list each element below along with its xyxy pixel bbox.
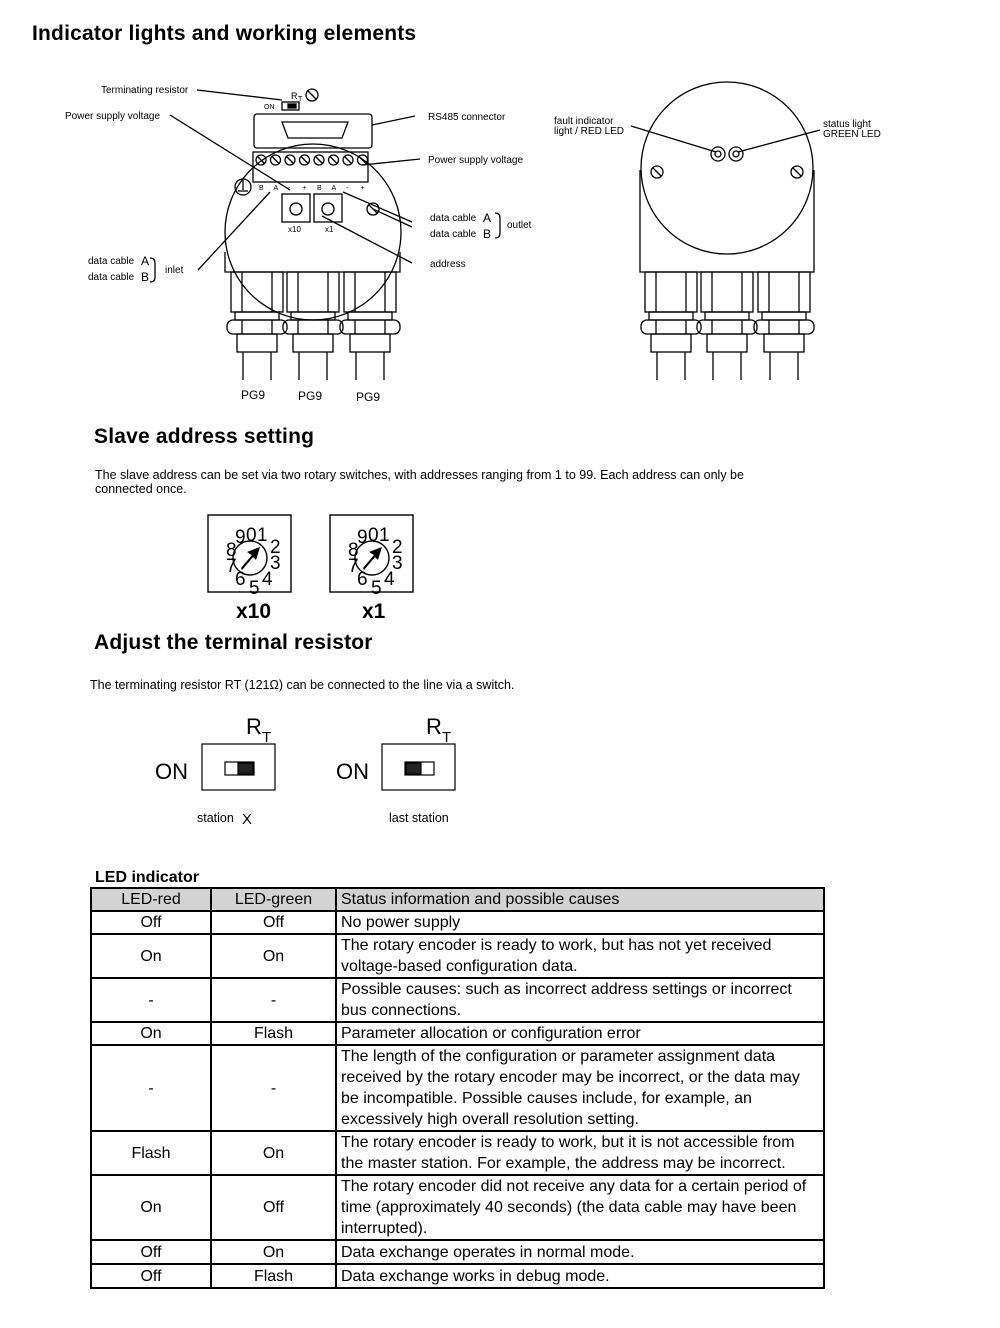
label-x1-small: x1	[325, 225, 334, 234]
pg9-label-1: PG9	[241, 388, 266, 402]
cable-gland-icon	[227, 272, 287, 380]
led-red-cell: On	[91, 934, 211, 978]
rotary-switch-x10	[208, 515, 291, 599]
dial-digit: 9	[357, 527, 368, 548]
slave-heading: Slave address setting	[94, 425, 315, 448]
label-outlet-data-cable-b: data cable	[430, 229, 477, 240]
rotary-switch-x1	[330, 515, 413, 599]
dial-digit: 5	[249, 578, 260, 599]
dial-digit: 0	[246, 525, 257, 546]
arrow-icon	[363, 547, 382, 570]
rt-screw-icon	[306, 89, 318, 101]
led-green-cell: -	[211, 1045, 336, 1131]
status-cell: Parameter allocation or configuration error	[336, 1022, 824, 1045]
label-rt-on: ON	[264, 104, 275, 111]
dial-digit: 1	[379, 525, 390, 546]
cable-gland-icon	[340, 272, 400, 380]
terminal-letter: A	[273, 185, 279, 192]
label-power-supply-left: Power supply voltage	[65, 111, 161, 122]
dial-digit: 7	[348, 556, 359, 577]
dial-digit: 5	[371, 578, 382, 599]
table-row	[91, 978, 824, 1022]
dial-digit: 6	[235, 569, 246, 590]
table-row	[91, 1131, 824, 1175]
rt-r-left: R	[246, 714, 262, 739]
table-row	[91, 934, 824, 978]
label-rt-t: T	[298, 96, 303, 103]
label-status-line2: GREEN LED	[823, 129, 881, 140]
terminal-letter: -	[346, 185, 349, 192]
led-red-cell: Off	[91, 911, 211, 934]
terminal-letter: +	[360, 185, 365, 192]
dial-digit: 7	[226, 556, 237, 577]
label-x10-small: x10	[288, 225, 301, 234]
label-fault-line2: light / RED LED	[554, 126, 625, 137]
table-row	[91, 1022, 824, 1045]
cable-gland-icon	[641, 272, 701, 380]
table-header-row	[91, 888, 824, 911]
label-address: address	[430, 259, 466, 270]
led-green-cell: Off	[211, 911, 336, 934]
last-station-label: last station	[389, 811, 449, 825]
led-red-cell: Flash	[91, 1131, 211, 1175]
terminal-letter: A	[331, 185, 337, 192]
led-green-cell: -	[211, 978, 336, 1022]
dial-digit: 1	[257, 525, 268, 546]
switch-label-x10: x10	[236, 600, 272, 623]
label-power-supply-right: Power supply voltage	[428, 155, 524, 166]
led-green-cell: On	[211, 1240, 336, 1264]
label-inlet-data-cable-a: data cable	[88, 256, 135, 267]
table-row	[91, 1240, 824, 1264]
rotary-switches	[200, 508, 430, 630]
dial-digit: 2	[392, 537, 403, 558]
page-title: Indicator lights and working elements	[32, 22, 417, 45]
table-row	[91, 1264, 824, 1288]
cable-gland-icon	[754, 272, 814, 380]
col-led-green: LED-green	[211, 888, 336, 911]
resistor-text: The terminating resistor RT (121Ω) can be connected to the line via a switch.	[90, 678, 515, 692]
led-red-cell: Off	[91, 1240, 211, 1264]
led-green-cell: On	[211, 934, 336, 978]
led-green-cell: Off	[211, 1175, 336, 1240]
status-cell: Data exchange operates in normal mode.	[336, 1240, 824, 1264]
led-red-cell: Off	[91, 1264, 211, 1288]
status-cell: The rotary encoder is ready to work, but has not yet received voltage-based configuration data.	[336, 934, 824, 978]
dial-digit: 4	[262, 569, 273, 590]
dial-digit: 3	[270, 553, 281, 574]
terminal-letter: B	[317, 185, 322, 192]
label-outlet: outlet	[507, 220, 532, 231]
led-green-cell: Flash	[211, 1022, 336, 1045]
encoder-rear-diagram	[540, 70, 1000, 390]
status-cell: The length of the configuration or parameter assignment data received by the rotary encoder may be incorrect, or the data may be incompatible. Possible causes include, for example, an excessively high overall resolution setting.	[336, 1045, 824, 1131]
dial-digit: 3	[392, 553, 403, 574]
status-cell: The rotary encoder is ready to work, but it is not accessible from the master station. For example, the address may be incorrect.	[336, 1131, 824, 1175]
encoder-front-diagram	[0, 70, 600, 415]
rt-t-right: T	[442, 729, 452, 746]
label-inlet: inlet	[165, 265, 184, 276]
rt-switch-diagram	[140, 705, 480, 835]
arrow-icon	[241, 547, 260, 570]
on-label-left: ON	[155, 759, 188, 784]
rt-r-right: R	[426, 714, 442, 739]
led-red-cell: On	[91, 1175, 211, 1240]
led-green-cell: On	[211, 1131, 336, 1175]
slave-text-line2: connected once.	[95, 482, 187, 496]
status-cell: Possible causes: such as incorrect address settings or incorrect bus connections.	[336, 978, 824, 1022]
label-outlet-a: A	[483, 211, 492, 225]
led-heading: LED indicator	[95, 869, 200, 886]
slave-text-line1: The slave address can be set via two rotary switches, with addresses ranging from 1 to 99. Each address can only be	[95, 468, 744, 482]
label-rs485: RS485 connector	[428, 112, 506, 123]
station-label: station	[197, 811, 234, 825]
dial-digit: 9	[235, 527, 246, 548]
label-outlet-b: B	[483, 227, 492, 241]
dial-digit: 8	[226, 540, 237, 561]
terminal-letter: +	[302, 185, 307, 192]
col-led-red: LED-red	[91, 888, 211, 911]
station-x-label: X	[242, 811, 253, 828]
table-row	[91, 1045, 824, 1131]
table-row	[91, 1175, 824, 1240]
label-outlet-data-cable-a: data cable	[430, 213, 477, 224]
rt-t-left: T	[262, 729, 272, 746]
cable-gland-icon	[283, 272, 343, 380]
label-inlet-b: B	[141, 270, 150, 284]
dial-digit: 8	[348, 540, 359, 561]
label-inlet-data-cable-b: data cable	[88, 272, 135, 283]
status-cell: Data exchange works in debug mode.	[336, 1264, 824, 1288]
led-red-cell: On	[91, 1022, 211, 1045]
led-green-cell: Flash	[211, 1264, 336, 1288]
resistor-heading: Adjust the terminal resistor	[94, 631, 373, 654]
on-label-right: ON	[336, 759, 369, 784]
dial-digit: 0	[368, 525, 379, 546]
col-status: Status information and possible causes	[336, 888, 824, 911]
label-status-line1: status light	[823, 119, 871, 130]
led-table	[90, 887, 825, 1289]
cable-gland-icon	[697, 272, 757, 380]
dial-digit: 4	[384, 569, 395, 590]
terminal-letter: -	[288, 185, 291, 192]
pg9-label-3: PG9	[356, 390, 381, 404]
terminal-letter: B	[259, 185, 264, 192]
label-inlet-a: A	[141, 254, 150, 268]
label-fault-line1: fault indicator	[554, 116, 614, 127]
switch-label-x1: x1	[362, 600, 386, 623]
label-terminating-resistor: Terminating resistor	[101, 85, 189, 96]
dial-digit: 6	[357, 569, 368, 590]
table-row	[91, 911, 824, 934]
status-cell: No power supply	[336, 911, 824, 934]
label-rt-r: R	[291, 91, 298, 101]
led-red-cell: -	[91, 978, 211, 1022]
led-red-cell: -	[91, 1045, 211, 1131]
pg9-label-2: PG9	[298, 389, 323, 403]
dial-digit: 2	[270, 537, 281, 558]
status-cell: The rotary encoder did not receive any data for a certain period of time (approximately 40 seconds) (the data cable may have been interrupted).	[336, 1175, 824, 1240]
